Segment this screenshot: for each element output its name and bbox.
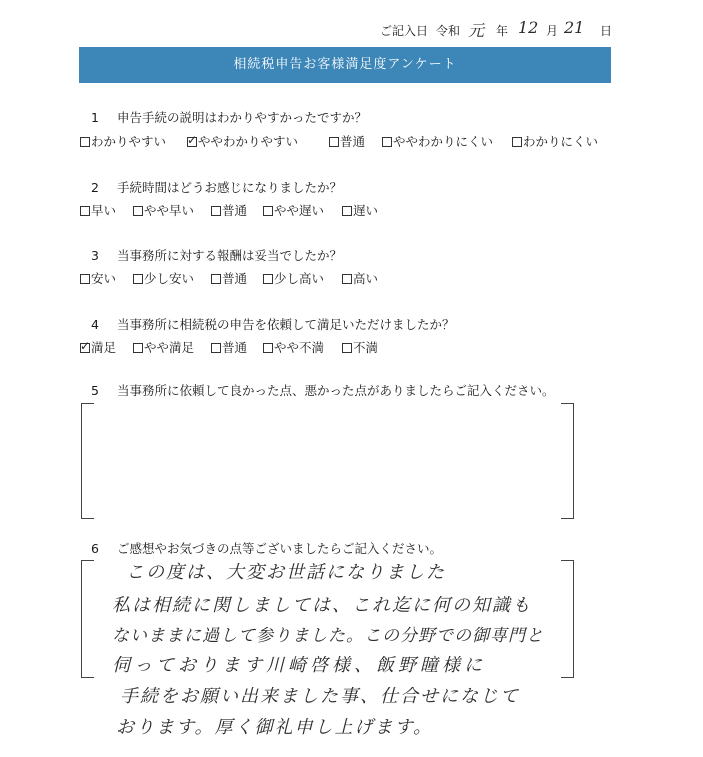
option-checkbox[interactable]: やや早い: [133, 201, 194, 219]
question-number: 4: [91, 317, 99, 332]
checkbox[interactable]: [187, 133, 198, 147]
day-unit: 日: [600, 24, 613, 38]
question-text: 申告手続の説明はわかりやすかったですか？: [116, 110, 367, 125]
option-checkbox[interactable]: やや満足: [133, 338, 194, 356]
option-checkbox[interactable]: 少し安い: [133, 269, 194, 287]
handwritten-line: 私は相続に関しましては、これ迄に何の知識も: [112, 595, 532, 616]
option-checkbox[interactable]: やや遅い: [263, 201, 324, 219]
checkbox[interactable]: [133, 274, 143, 284]
checkbox[interactable]: [263, 343, 273, 353]
question-text: 当事務所に対する報酬は妥当でしたか？: [116, 248, 342, 263]
question-text: 当事務所に依頼して良かった点、悪かった点がありましたらご記入ください。: [116, 383, 555, 398]
handwritten-line: 手続をお願い出来ました事、仕合せになじて: [120, 686, 520, 707]
check-mark-icon: ✓: [80, 339, 91, 353]
option-checkbox[interactable]: 普通: [211, 201, 247, 219]
question-number: 1: [91, 110, 99, 125]
question-number: 3: [91, 248, 99, 263]
question-text: 手続時間はどうお感じになりましたか？: [116, 180, 342, 195]
right-bracket: [561, 403, 574, 519]
answer-5-field[interactable]: [81, 403, 574, 519]
option-checkbox[interactable]: ✓ 満足: [80, 339, 117, 355]
question-1: [91, 108, 367, 126]
checkbox[interactable]: [80, 339, 91, 353]
era-label: 令和: [436, 24, 461, 38]
year-unit: 年: [496, 24, 509, 38]
checkbox[interactable]: [342, 343, 352, 353]
month-unit: 月: [546, 24, 559, 38]
option-checkbox[interactable]: わかりやすい: [80, 132, 166, 150]
year-handwritten: 元: [468, 21, 485, 40]
option-checkbox[interactable]: 高い: [342, 269, 378, 287]
question-2: [91, 178, 342, 196]
question-text: ご感想やお気づきの点等ございましたらご記入ください。: [116, 541, 442, 556]
checkbox[interactable]: [211, 343, 221, 353]
checkbox[interactable]: [133, 343, 143, 353]
date-label: ご記入日: [380, 24, 429, 38]
survey-title: 相続税申告お客様満足度アンケート: [79, 47, 611, 83]
handwritten-line: おります。厚く御礼申し上げます。: [116, 717, 434, 738]
checkbox[interactable]: [382, 137, 392, 147]
option-checkbox[interactable]: わかりにくい: [512, 132, 598, 150]
checkbox[interactable]: [211, 206, 221, 216]
checkbox[interactable]: [342, 206, 352, 216]
checkbox[interactable]: [133, 206, 143, 216]
option-checkbox[interactable]: やや不満: [263, 338, 324, 356]
checkbox[interactable]: [80, 137, 90, 147]
question-number: 5: [91, 383, 99, 398]
question-4: [91, 315, 455, 333]
checkbox[interactable]: [342, 274, 352, 284]
handwritten-line: 伺っております川崎啓様、飯野瞳様に: [112, 655, 486, 676]
option-checkbox[interactable]: 少し高い: [263, 269, 324, 287]
option-checkbox[interactable]: 普通: [329, 132, 365, 150]
option-checkbox[interactable]: 遅い: [342, 201, 378, 219]
checkbox[interactable]: [263, 274, 273, 284]
question-number: 6: [91, 541, 99, 556]
checkbox[interactable]: [263, 206, 273, 216]
checkbox[interactable]: [80, 206, 90, 216]
question-number: 2: [91, 180, 99, 195]
option-checkbox[interactable]: ✓ ややわかりやすい: [187, 133, 299, 149]
option-checkbox[interactable]: 早い: [80, 201, 116, 219]
checkbox[interactable]: [512, 137, 522, 147]
month-handwritten: 12: [518, 18, 539, 37]
handwritten-line: ないままに過して参りました。この分野での御専門と: [112, 626, 544, 646]
question-5: [91, 381, 555, 399]
question-text: 当事務所に相続税の申告を依頼して満足いただけましたか？: [116, 317, 455, 332]
question-6: [91, 539, 442, 557]
left-bracket: [81, 560, 94, 678]
day-handwritten: 21: [564, 18, 585, 37]
question-3: [91, 246, 342, 264]
submission-date: [380, 20, 640, 42]
handwritten-line: この度は、大変お世話になりました: [126, 562, 446, 583]
option-checkbox[interactable]: 普通: [211, 338, 247, 356]
checkbox[interactable]: [211, 274, 221, 284]
option-checkbox[interactable]: ややわかりにくい: [382, 132, 493, 150]
checkbox[interactable]: [329, 137, 339, 147]
option-checkbox[interactable]: 普通: [211, 269, 247, 287]
option-checkbox[interactable]: 不満: [342, 338, 378, 356]
check-mark-icon: ✓: [187, 133, 198, 147]
right-bracket: [561, 560, 574, 678]
checkbox[interactable]: [80, 274, 90, 284]
left-bracket: [81, 403, 94, 519]
option-checkbox[interactable]: 安い: [80, 269, 116, 287]
